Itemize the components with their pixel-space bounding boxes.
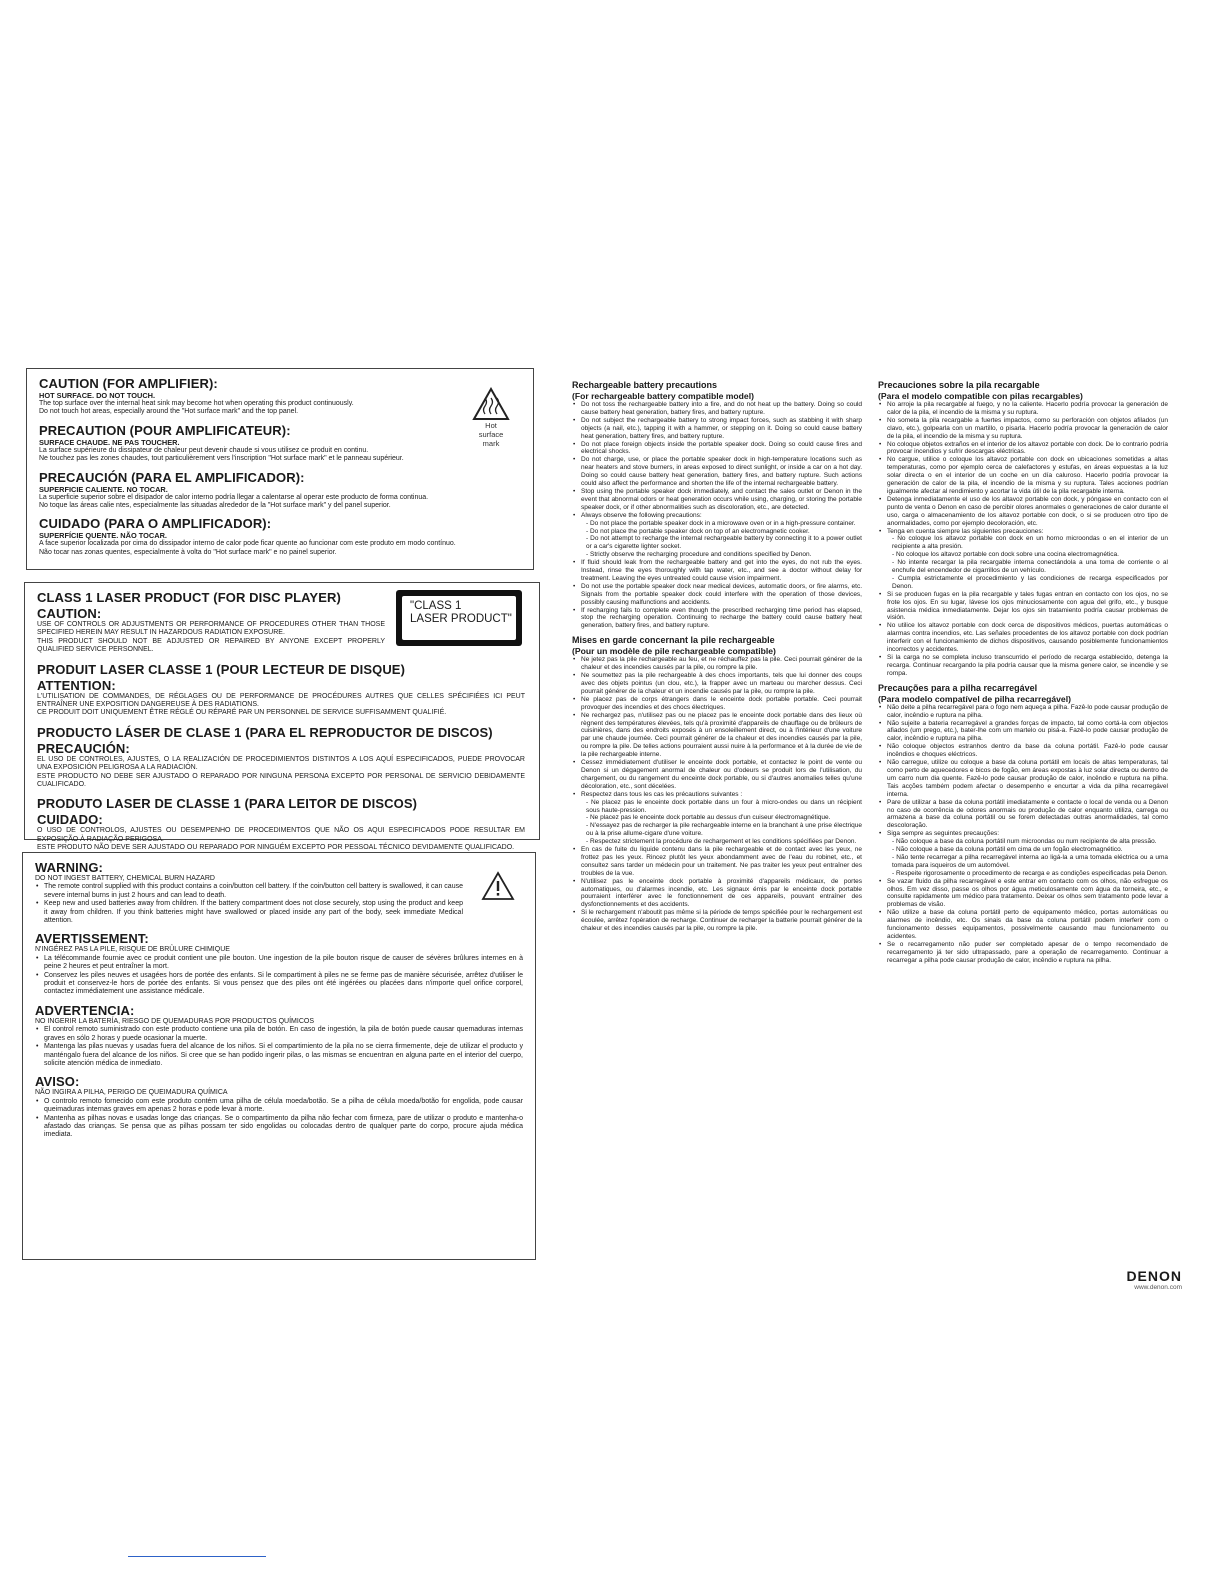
section-line: Do not touch hot areas, especially around the "Hot surface mark" and the top panel. xyxy=(39,408,299,416)
section-title: AVERTISSEMENT: xyxy=(35,931,149,947)
precaution-subitem: - N'essayez pas de recharger la pile rechargeable interne en la branchant à une prise électrique ou à la prise allume-cigare d'une voiture. xyxy=(586,822,862,838)
precaution-item: • En cas de fuite du liquide contenu dans la pile rechargeable et de contact avec les yeux, ne frottez pas les yeux. Rincez plutôt les yeux abondamment avec de l'eau du robinet, etc., et consultez sans tarder un médecin pour un traitement. Ne pas traiter les yeux peut entraîner des troubles de la vue. xyxy=(581,846,862,878)
section-title: AVISO: xyxy=(35,1074,80,1090)
precaution-sublist xyxy=(892,535,1168,590)
precaution-list xyxy=(572,559,862,630)
bullet-list xyxy=(35,883,463,925)
precaution-item: • Stop using the portable speaker dock immediately, and contact the sales outlet or Denon in the event that abnormal odors or heat generation occurs while using, charging, or storing the portable speaker dock, or if other abnormalities such as discoloration, etc., are detected. xyxy=(581,488,862,512)
precaution-item: • Si la carga no se completa incluso transcurrido el período de recarga establecido, detenga la recarga. Continuar recargando la pila podría causar que la misma genere calor, se incendie y se rompa. xyxy=(887,654,1168,678)
precaution-item: • Si le rechargement n'aboutit pas même si la période de temps spécifiée pour le rechargement est écoulée, arrêtez l'opération de recharge. Continuer de recharger la batterie pourrait générer de la chaleur et des incendies causés par la pile, ou rompre la pile. xyxy=(581,909,862,933)
precaution-item: • No cargue, utilice o coloque los altavoz portable con dock en ubicaciones sometidas a altas temperaturas, como por ejemplo cerca de calefactores y estufas, en áreas expuestas a la luz solar directa o en el interior de un coche en un día caluroso. Hacerlo podría provocar la generación de calor de la pila, el incendio de la misma y su ruptura. Tales acciones podrían igualmente afectar al rendimiento y acortar la vida útil de la pila recargable interna. xyxy=(887,456,1168,496)
precaution-item: • If fluid should leak from the rechargeable battery and get into the eyes, do not rub the eyes. Instead, rinse the eyes thoroughly with tap water, etc., and see a doctor without delay for treatment. Leaving the eyes untreated could cause vision impairment. xyxy=(581,559,862,583)
precaution-item: • No arroje la pila recargable al fuego, y no la caliente. Hacerlo podría provocar la generación de calor de la pila, el incendio de la misma y su ruptura. xyxy=(887,401,1168,417)
section-subtitle: DO NOT INGEST BATTERY, CHEMICAL BURN HAZARD xyxy=(35,875,215,882)
section-line: EL USO DE CONTROLES, AJUSTES, O LA REALIZACIÓN DE PROCEDIMIENTOS DISTINTOS A LOS AQUÍ ESPECIFICADOS, PUEDE PROVOCAR UNA EXPOSICIÓN PELIGROSA A LA RADIACIÓN. xyxy=(37,755,525,772)
section-line: ESTE PRODUTO NÃO DEVE SER AJUSTADO OU REPARADO POR NINGUÉM EXCEPTO POR PESSOAL TÉCNICO DEVIDAMENTE QUALIFICADO. xyxy=(37,844,515,852)
precaution-subitem: - Ne placez pas le enceinte dock portable au dessus d'un cuiseur électromagnétique. xyxy=(586,814,862,822)
laser-section xyxy=(37,726,525,790)
column-subheading: (For rechargeable battery compatible model) xyxy=(572,391,754,401)
caution-section xyxy=(39,471,521,511)
precaution-subitem: - Ne placez pas le enceinte dock portable dans un four à micro-ondes ou dans un récipient sous haute-pression. xyxy=(586,799,862,815)
precaution-item: • Always observe the following precautions: xyxy=(581,512,862,520)
precaution-list xyxy=(572,656,862,798)
precaution-item: • Se o recarregamento não puder ser completado apesar de o tempo recomendado de recarregamento já ter sido ultrapassado, pare a operação de recarregamento. Continuar a recarregar a pilha pode causar produção de calor, incêndio e ruptura na pilha. xyxy=(887,941,1168,965)
precaution-item: • Do not subject the rechargeable battery to strong impact forces, such as stabbing it with sharp objects (a nail, etc.), tapping it with a hammer, or stepping on it. Doing so could cause battery heat generation, battery fires, and battery rupture. xyxy=(581,417,862,441)
precaution-item: • Ne jetez pas la pile rechargeable au feu, et ne réchauffez pas la pile. Ceci pourrait générer de la chaleur et des incendies causés par la pile, ou rompre la pile. xyxy=(581,656,862,672)
section-line: The top surface over the internal heat sink may become hot when operating this product continuously. xyxy=(39,400,354,407)
section-subtitle: N'INGÉREZ PAS LA PILE, RISQUE DE BRÛLURE CHIMIQUE xyxy=(35,946,230,954)
precaution-item: • Do not toss the rechargeable battery into a fire, and do not heat up the battery. Doing so could cause battery heat generation, battery fires, and battery rupture. xyxy=(581,401,862,417)
caution-section xyxy=(39,424,521,464)
section-subtitle: SUPERFICIE CALIENTE. NO TOCAR. xyxy=(39,484,168,494)
precaution-subitem: - Não coloque a base da coluna portátil em cima de um fogão electromagnético. xyxy=(892,846,1168,854)
column-heading: Mises en garde concernant la pile rechargeable xyxy=(572,635,775,646)
section-title: WARNING: xyxy=(35,860,103,875)
section-title: PRODUCTO LÁSER DE CLASE 1 (PARA EL REPRODUCTOR DE DISCOS) xyxy=(37,724,493,740)
section-subtitle: ATTENTION: xyxy=(37,677,116,693)
precaution-list xyxy=(878,401,1168,535)
precaution-item: • No someta la pila recargable a fuertes impactos, como su perforación con objetos afilados (un clavo, etc.), golpearla con un martillo, o pisarla. Hacerlo podría provocar la generación de calor de la pila, el incendio de la misma y su ruptura. xyxy=(887,417,1168,441)
precaution-item: • Do not charge, use, or place the portable speaker dock in high-temperature locations such as near heaters and stove burners, in areas exposed to direct sunlight, or inside a car on a hot day. Doing so could cause battery heat generation, battery fires, and battery rupture. Such actions could also affect the performance and shorten the life of the internal rechargeable battery. xyxy=(581,456,862,488)
column-subheading: (Para el modelo compatible con pilas recargables) xyxy=(878,391,1083,401)
section-title: ADVERTENCIA: xyxy=(35,1002,135,1018)
precaution-subitem: - No coloque los altavoz portable con dock en un horno microondas o en el interior de un recipiente a alta presión. xyxy=(892,535,1168,551)
denon-logo: DENON xyxy=(1126,1268,1182,1284)
precaution-subitem: - Respeite rigorosamente o procedimento de recarga e as condições especificadas pela Denon. xyxy=(892,870,1168,878)
section-line: Ne touchez pas les zones chaudes, tout particulièrement vers l'inscription "Hot surface mark" et le panneau supérieur. xyxy=(39,455,404,463)
section-gap xyxy=(878,965,1168,970)
precaution-item: • Cessez immédiatement d'utiliser le enceinte dock portable, et contactez le point de vente ou Denon si un dégagement anormal de chaleur ou d'odeurs se produit lors de l'utilisation, du chargement, ou du rangement du enceinte dock portable, ou si d'autres anomalies telles qu'une décoloration, etc., sont décelées. xyxy=(581,759,862,791)
hot-surface-icon xyxy=(472,387,510,421)
section-line: L'UTILISATION DE COMMANDES, DE RÉGLAGES OU DE PERFORMANCE DE PROCÉDURES AUTRES QUE CELLES SPÉCIFIÉES ICI PEUT ENTRAÎNER UNE EXPOSITION DANGEREUSE À DES RADIATIONS. xyxy=(37,692,525,709)
precaution-item: • Não utilize a base da coluna portátil perto de equipamento médico, portas automáticas ou alarmes de incêndio, etc. Os sinais da base da coluna portátil podem interferir com o funcionamento desses equipamentos, possivelmente causando mau funcionamento ou acidentes. xyxy=(887,909,1168,941)
warning-section xyxy=(35,861,523,925)
precaution-item: • No coloque objetos extraños en el interior de los altavoz portable con dock. De lo contrario podría provocar incendios y sufrir descargas eléctricas. xyxy=(887,441,1168,457)
precaution-item: • Respectez dans tous les cas les précautions suivantes : xyxy=(581,791,862,799)
class1-laser-label xyxy=(396,590,522,646)
precaution-list xyxy=(878,704,1168,838)
hot-label-3: mark xyxy=(482,439,500,448)
section-subtitle: CAUTION: xyxy=(37,606,102,621)
precaution-subitem: - Do not place the portable speaker dock on top of an electromagnetic cooker. xyxy=(586,528,862,536)
precaution-item: • Siga sempre as seguintes precauções: xyxy=(887,830,1168,838)
precaution-list xyxy=(572,846,862,933)
precaution-list xyxy=(878,878,1168,965)
precautions-column-1 xyxy=(572,380,862,938)
precaution-subitem: - Não coloque a base da coluna portátil num microondas ou num recipiente de alta pressão. xyxy=(892,838,1168,846)
bullet-list xyxy=(35,955,523,997)
brand-footer xyxy=(1126,1268,1182,1291)
precaution-subitem: - Cumpla estrictamente el procedimiento y las condiciones de recarga especificados por Denon. xyxy=(892,575,1168,591)
section-subtitle: NO INGERIR LA BATERÍA, RIESGO DE QUEMADURAS POR PRODUCTOS QUÍMICOS xyxy=(35,1017,315,1025)
section-title: PRODUIT LASER CLASSE 1 (POUR LECTEUR DE DISQUE) xyxy=(37,661,406,677)
column-subheading: (Pour un modèle de pile rechargeable compatible) xyxy=(572,646,776,657)
laser-label-line2: LASER PRODUCT" xyxy=(410,613,512,625)
precaution-subitem: - Respectez strictement la procédure de rechargement et les conditions spécifiées par Denon. xyxy=(586,838,862,846)
caution-section xyxy=(39,377,521,417)
section-line: A face superior localizada por cima do dissipador interno de calor pode ficar quente ao funcionar com este produto em modo contínuo. xyxy=(39,540,456,548)
precaution-sublist xyxy=(892,838,1168,878)
denon-url: www.denon.com xyxy=(1134,1284,1182,1291)
precaution-item: • Tenga en cuenta siempre las siguientes precauciones: xyxy=(887,528,1168,536)
section-line: ESTE PRODUCTO NO DEBE SER AJUSTADO O REPARADO POR NINGUNA PERSONA EXCEPTO POR PERSONAL DE SERVICIO DEBIDAMENTE CUALIFICADO. xyxy=(37,772,525,789)
precaution-item: • Detenga inmediatamente el uso de los altavoz portable con dock, y póngase en contacto con el punto de venta o Denon en caso de percibir olores anormales o generaciones de calor durante el uso, carga o almacenamiento de los altavoz portable con dock, o si se producen otro tipo de anormalidades, como por ejemplo decoloración, etc. xyxy=(887,496,1168,528)
warning-section xyxy=(35,1004,523,1068)
precaution-item: • Se vazar fluido da pilha recarregável e este entrar em contacto com os olhos, não esfregue os olhos. Em vez disso, passe os olhos por água meticulosamente com água da torneira, etc., e consulte rapidamente um médico para tratamento. Deixar os olhos sem tratamento pode levar a problemas de visão. xyxy=(887,878,1168,910)
precaution-subitem: - No intente recargar la pila recargable interna conectándola a una toma de corriente o al enchufe del encendedor de cigarrillos de un vehículo. xyxy=(892,559,1168,575)
amplifier-caution-box xyxy=(26,368,534,570)
precaution-subitem: - No coloque los altavoz portable con dock sobre una cocina electromagnética. xyxy=(892,551,1168,559)
section-gap xyxy=(572,933,862,938)
precaution-item: • Do not place foreign objects inside the portable speaker dock. Doing so could cause fires and electrical shocks. xyxy=(581,441,862,457)
laser-section xyxy=(37,797,525,852)
warning-sections xyxy=(35,861,523,1140)
section-title: CAUTION (FOR AMPLIFIER): xyxy=(39,376,218,391)
section-subtitle: PRECAUCIÓN: xyxy=(37,740,130,756)
precaution-item: • Do not use the portable speaker dock near medical devices, automatic doors, or fire alarms, etc. Signals from the portable speaker dock could interfere with the operation of those devices, possibly causing malfunctions and accidents. xyxy=(581,583,862,607)
precaution-item: • Si se producen fugas en la pila recargable y tales fugas entran en contacto con los ojos, no se frote los ojos. En su lugar, lávese los ojos minuciosamente con agua del grifo, etc., y busque asistencia médica inmediatamente. Dejar los ojos sin tratamiento podría causar problemas de visión. xyxy=(887,591,1168,623)
precaution-item: • N'utilisez pas le enceinte dock portable à proximité d'appareils médicaux, de portes automatiques, ou d'alarmes incendie, etc. Les signaux émis par le enceinte dock portable pourraient interférer avec le fonctionnement de ces appareils, pouvant entraîner des dysfonctionnements et des accidents. xyxy=(581,878,862,910)
precaution-item: • Não sujeite a bateria recarregável a grandes forças de impacto, tal como cortá-la com objectos afiados (um prego, etc.), bater-lhe com um martelo ou pisá-a. Fazê-lo pode causar produção de calor, incêndio e ruptura na pilha. xyxy=(887,720,1168,744)
precaution-subitem: - Strictly observe the recharging procedure and conditions specified by Denon. xyxy=(586,551,862,559)
bullet-item: • O controlo remoto fornecido com este produto contém uma pilha de célula moeda/botão. Se a pilha de célula moeda/botão for engolida, pode causar queimaduras internas graves em apenas 2 horas e pode levar à morte. xyxy=(44,1098,523,1115)
column-heading: Rechargeable battery precautions xyxy=(572,380,718,390)
section-title: PRECAUCIÓN (PARA EL AMPLIFICADOR): xyxy=(39,469,305,485)
section-line: La superficie superior sobre el disipador de calor interno podría llegar a calentarse al operar este producto de forma continua. xyxy=(39,493,429,501)
section-title: CUIDADO (PARA O AMPLIFICADOR): xyxy=(39,516,272,532)
precaution-item: • Não deite a pilha recarregável para o fogo nem aqueça a pilha. Fazê-lo pode causar produção de calor, incêndio e ruptura na pilha. xyxy=(887,704,1168,720)
section-line: USE OF CONTROLS OR ADJUSTMENTS OR PERFORMANCE OF PROCEDURES OTHER THAN THOSE SPECIFIED HEREIN MAY RESULT IN HAZARDOUS RADIATION EXPOSURE. xyxy=(37,621,385,637)
precaution-item: • If recharging fails to complete even though the prescribed recharging time period has elapsed, stop the recharging operation. Continuing to recharge the battery could cause battery heat generation, battery fires, and battery rupture. xyxy=(581,607,862,631)
bullet-list xyxy=(35,1098,523,1140)
section-subtitle: CUIDADO: xyxy=(37,812,103,828)
precaution-subitem: - Não tente recarregar a pilha recarregável interna ao ligá-la a uma tomada eléctrica ou a uma tomada para isqueiros de um automóvel. xyxy=(892,854,1168,870)
precaution-item: • Ne rechargez pas, n'utilisez pas ou ne placez pas le enceinte dock portable dans des lieux où règnent des températures élevées, tels qu'à proximité d'appareils de chauffage ou de brûleurs de cuisinières, dans des endroits exposés à un ensoleillement direct, ou à l'intérieur d'une voiture par une chaude journée. Ceci pourrait générer de la chaleur et des incendies causés par la pile, ou rompre la pile. De telles actions pourraient aussi nuire à la performance et à la durée de vie de la pile rechargeable interne. xyxy=(581,712,862,759)
section-line: No toque las áreas calie ntes, especialmente las situadas alrededor de la "Hot surface mark" y del panel superior. xyxy=(39,502,391,510)
section-subtitle: SURFACE CHAUDE. NE PAS TOUCHER. xyxy=(39,437,180,447)
precaution-sublist xyxy=(586,520,862,560)
section-title: PRECAUTION (POUR AMPLIFICATEUR): xyxy=(39,422,291,438)
warning-section xyxy=(35,1075,523,1139)
bullet-item: • Mantenga las pilas nuevas y usadas fuera del alcance de los niños. Si el compartimiento de la pila no se cierra firmemente, deje de utilizar el producto y manténgalo fuera del alcance de los niños. Si cree que se han podido ingerir pilas, o las mismas se encuentran en alguna parte en el interior del cuerpo, solicite atención médica de inmediato. xyxy=(44,1043,523,1068)
section-line: O USO DE CONTROLOS, AJUSTES OU DESEMPENHO DE PROCEDIMENTOS QUE NÃO OS AQUI ESPECIFICADOS PODE RESULTAR EM EXPOSIÇÃO À RADIAÇÃO PERIGOSA. xyxy=(37,827,525,843)
section-subtitle: SUPERFÍCIE QUENTE. NÃO TOCAR. xyxy=(39,531,167,541)
warning-triangle-icon xyxy=(481,871,515,906)
column-subheading: (Para modelo compatível de pilha recarregável) xyxy=(878,693,1071,704)
precaution-item: • Não coloque objectos estranhos dentro da base da coluna portátil. Fazê-lo pode causar incêndios e choques eléctricos. xyxy=(887,743,1168,759)
bullet-item: • Conservez les piles neuves et usagées hors de portée des enfants. Si le compartiment à piles ne se ferme pas de manière sécurisée, arrêtez d'utiliser le produit et conservez-le hors de portée des enfants. Si vous pensez que des piles ont été ingérées ou placées dans n'importe quel orifice corporel, contactez immédiatement une assistance médicale. xyxy=(44,972,523,997)
column-heading: Precauções para a pilha recarregável xyxy=(878,682,1038,693)
blue-underline-mark xyxy=(128,1556,266,1557)
section-line: Não tocar nas zonas quentes, especialmente à volta do "Hot surface mark" e no painel superior. xyxy=(39,548,337,556)
precaution-subitem: - Do not attempt to recharge the internal rechargeable battery by connecting it to a power outlet or a car's cigarette lighter socket. xyxy=(586,535,862,551)
precaution-item: • Não carregue, utilize ou coloque a base da coluna portátil em locais de altas temperaturas, tal como perto de aquecedores e bicos de fogão, em áreas expostas à luz solar directa ou dentro de um carro num dia quente. Fazê-lo pode causar produção de calor, incêndio e ruptura na pilha. Tais acções também podem afectar o desempenho e encurtar a vida da pilha recarregável interna. xyxy=(887,759,1168,799)
precaution-subitem: - Do not place the portable speaker dock in a microwave oven or in a high-pressure container. xyxy=(586,520,862,528)
section-subtitle: HOT SURFACE. DO NOT TOUCH. xyxy=(39,391,156,400)
caution-section xyxy=(39,517,521,557)
bullet-item: • El control remoto suministrado con este producto contiene una pila de botón. En caso de ingestión, la pila de botón puede causar quemaduras internas graves en sólo 2 horas y puede ocasionar la muerte. xyxy=(44,1026,523,1043)
precaution-item: • No utilice los altavoz portable con dock cerca de dispositivos médicos, puertas automáticas o alarmas contra incendios, etc. Las señales procedentes de los altavoz portable con dock podrían interferir con el funcionamiento de dichos dispositivos, causando posiblemente funcionamientos incorrectos y accidentes. xyxy=(887,622,1168,654)
laser-label-line1: "CLASS 1 xyxy=(410,600,462,612)
bullet-item: • The remote control supplied with this product contains a coin/button cell battery. If the coin/button cell battery is swallowed, it can cause severe internal burns in just 2 hours and can lead to death. xyxy=(44,883,463,900)
precaution-item: • Pare de utilizar a base da coluna portátil imediatamente e contacte o local de venda ou a Denon no caso de ocorrência de odores anormais ou produção de calor enquanto utiliza, carrega ou armazena a base da coluna portátil ou se forem detectadas outras anormalidades, tal como descoloração. xyxy=(887,799,1168,831)
hot-label-1: Hot xyxy=(485,421,497,430)
hot-surface-symbol xyxy=(461,387,521,448)
precaution-list xyxy=(572,401,862,520)
section-title: PRODUTO LASER DE CLASSE 1 (PARA LEITOR DE DISCOS) xyxy=(37,796,418,812)
section-title: CLASS 1 LASER PRODUCT (FOR DISC PLAYER) xyxy=(37,590,341,605)
precaution-list xyxy=(878,591,1168,678)
precaution-sublist xyxy=(586,799,862,846)
precaution-item: • Ne soumettez pas la pile rechargeable à des chocs importants, tels que lui donner des coups avec des objets pointus (un clou, etc.), la frapper avec un marteau ou marcher dessus. Ceci pourrait générer de la chaleur et un incendie causés par la pile, ou rompre la pile. xyxy=(581,672,862,696)
hot-label-2: surface xyxy=(478,430,504,439)
precautions-column-2 xyxy=(878,380,1168,970)
section-line: CE PRODUIT DOIT UNIQUEMENT ÊTRE RÉGLÉ OU RÉPARÉ PAR UN PERSONNEL DE SERVICE SUFFISAMMENT QUALIFIÉ. xyxy=(37,709,447,717)
bullet-item: • Keep new and used batteries away from children. If the battery compartment does not close securely, stop using the product and keep it away from children. If you think batteries might have swallowed or placed inside any part of the body, seek immediate Medical attention. xyxy=(44,900,463,925)
section-subtitle: NÃO INGIRA A PILHA, PERIGO DE QUEIMADURA QUÍMICA xyxy=(35,1089,228,1097)
battery-warning-box xyxy=(22,852,536,1260)
bullet-item: • La télécommande fournie avec ce produit contient une pile bouton. Une ingestion de la pile bouton risque de causer de sévères brûlures internes en à peine 2 heures et peut entraîner la mort. xyxy=(44,955,523,972)
caution-sections xyxy=(39,377,521,557)
section-line: La surface supérieure du dissipateur de chaleur peut devenir chaude si vous utilisez ce produit en continu. xyxy=(39,446,369,454)
column-heading: Precauciones sobre la pila recargable xyxy=(878,380,1040,390)
bullet-item: • Mantenha as pilhas novas e usadas longe das crianças. Se o compartimento da pilha não fechar com firmeza, pare de utilizar o produto e mantenha-o afastado das crianças. Se pensa que as pilhas possam ter sido engolidas ou colocadas dentro de qualquer parte do corpo, procure ajuda médica imediata. xyxy=(44,1115,523,1140)
warning-section xyxy=(35,932,523,996)
section-line: THIS PRODUCT SHOULD NOT BE ADJUSTED OR REPAIRED BY ANYONE EXCEPT PROPERLY QUALIFIED SERVICE PERSONNEL. xyxy=(37,637,385,654)
laser-section xyxy=(37,663,525,718)
precaution-item: • Ne placez pas de corps étrangers dans le enceinte dock portable portable. Ceci pourrait provoquer des incendies et des chocs électriques. xyxy=(581,696,862,712)
bullet-list xyxy=(35,1026,523,1068)
